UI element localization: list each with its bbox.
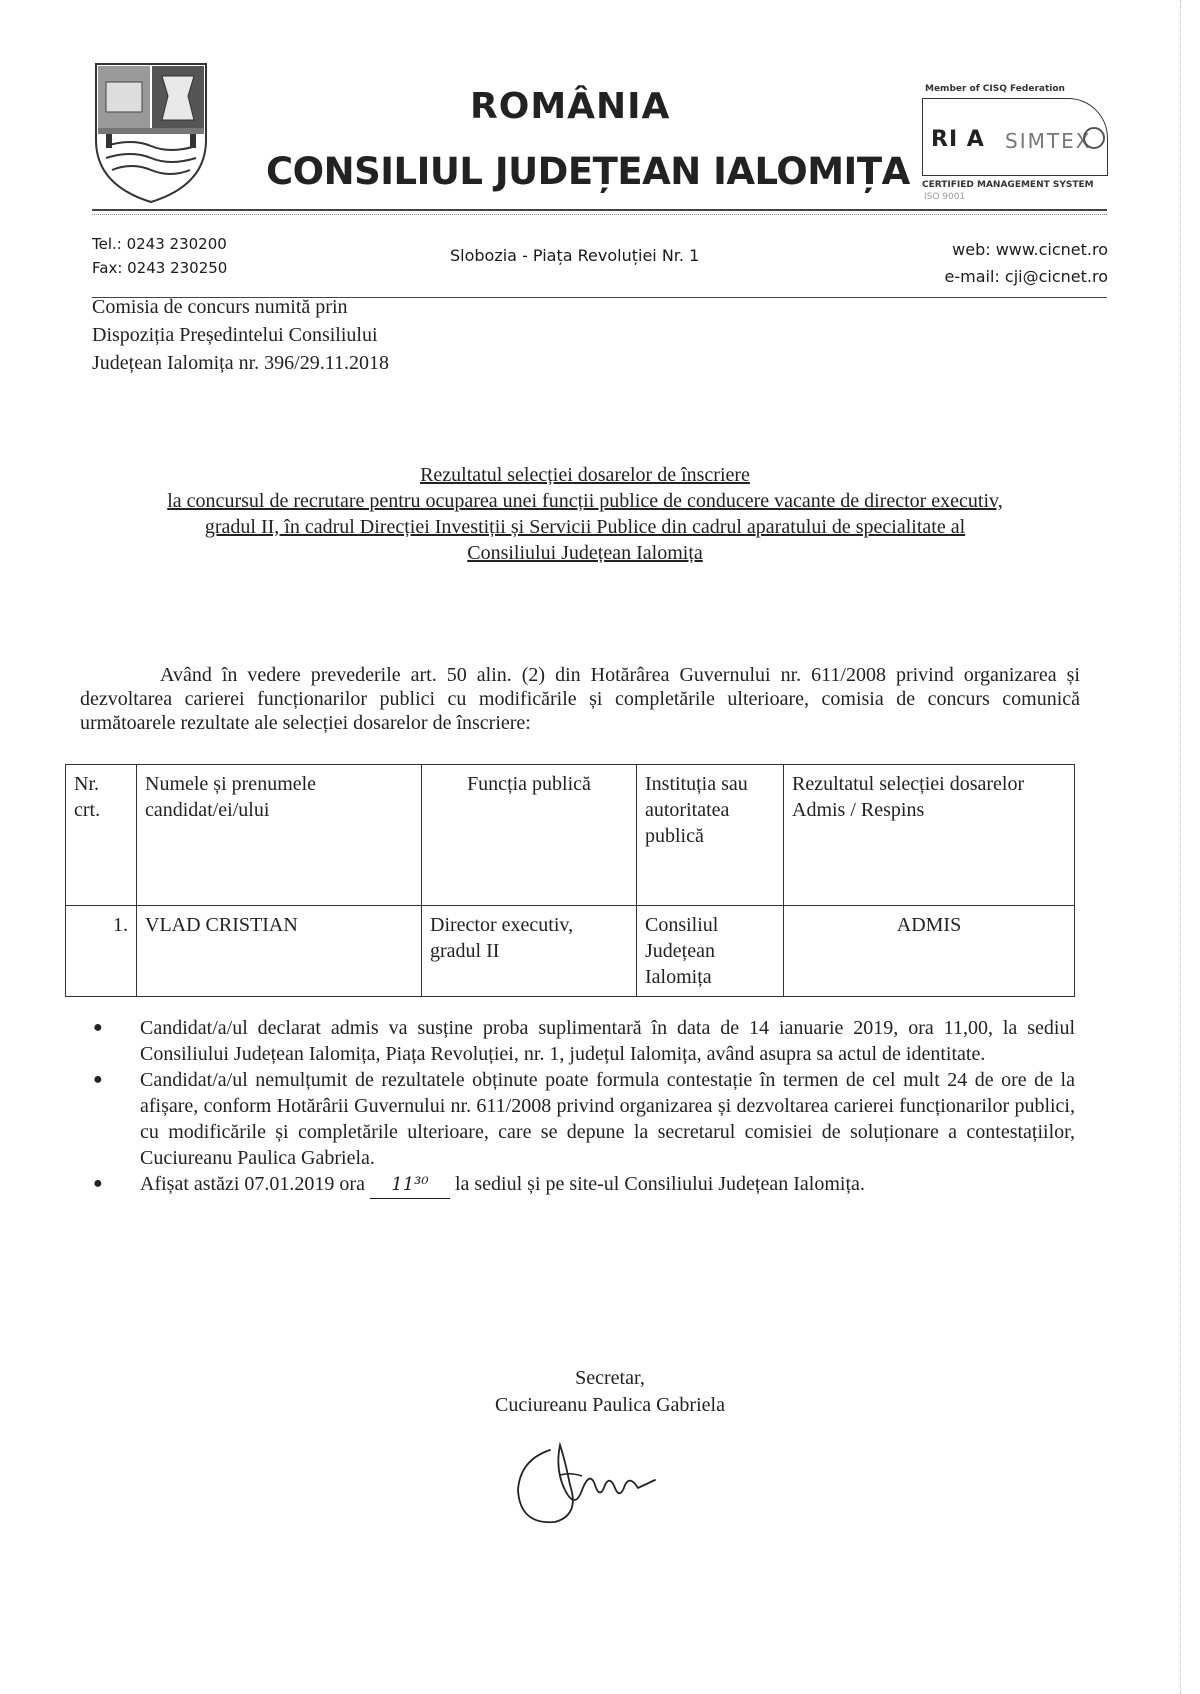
- signature-block: [0, 1365, 1200, 1419]
- heading-line: Consiliului Județean Ialomița: [467, 542, 703, 564]
- cell-nr: 1.: [66, 906, 137, 997]
- cell-function: Director executiv, gradul II: [422, 906, 637, 997]
- note-text: Candidat/a/ul nemulțumit de rezultatele obținute poate formula contestație în termen de cel mult 24 de ore de la afișare, conform Hotărârii Guvernului nr. 611/2008 privind organizarea și dezvoltarea carierei funcționarilor publici, cu modificările și completările ulterioare, care se depune la secretarul comisiei de soluționare a contestațiilor, Cuciureanu Paulica Gabriela.: [140, 1069, 1075, 1169]
- list-item: [85, 1067, 1075, 1171]
- handwritten-signature-icon: [510, 1430, 670, 1540]
- heading-line: gradul II, în cadrul Direcției Investiții și Servicii Publice din cadrul aparatului de specialitate al: [204, 516, 966, 538]
- header-divider: [92, 209, 1107, 211]
- phone-fax-block: [92, 232, 227, 280]
- intro-paragraph: [80, 663, 1080, 735]
- bullet-icon: ●: [93, 1071, 103, 1088]
- bullet-icon: ●: [93, 1019, 103, 1036]
- cell-name: VLAD CRISTIAN: [137, 906, 422, 997]
- iqnet-seal-icon: [1083, 127, 1105, 149]
- commission-line: Dispoziția Președintelui Consiliului: [92, 324, 378, 346]
- header-divider-dotted: [92, 214, 1107, 215]
- heading-line: la concursul de recrutare pentru ocuparea unei funcții publice de conducere vacante de director executiv,: [167, 490, 1003, 512]
- note-text: Candidat/a/ul declarat admis va susține proba suplimentară în data de 14 ianuarie 2019, ora 11,00, la sediul Consiliului Județean Ialomița, Piața Revoluției, nr. 1, județul Ialomița, având asupra sa actul de identitate.: [140, 1017, 1075, 1065]
- notes-list: [85, 1015, 1075, 1199]
- commission-line: Județean Ialomița nr. 396/29.11.2018: [92, 352, 389, 374]
- list-item: [85, 1015, 1075, 1067]
- heading-line: Rezultatul selecției dosarelor de înscriere: [420, 464, 750, 486]
- iso-text: ISO 9001: [924, 192, 966, 202]
- fax-number: Fax: 0243 230250: [92, 259, 228, 277]
- country-title: ROMÂNIA: [470, 86, 671, 127]
- simtex-logo-text: SIMTEX: [1005, 129, 1092, 153]
- posted-time-handwritten: 11³⁰: [370, 1172, 450, 1199]
- certified-system-text: CERTIFIED MANAGEMENT SYSTEM: [922, 180, 1094, 190]
- table-row: [66, 906, 1075, 997]
- scan-edge-artifact: [1180, 0, 1182, 1694]
- table-header-row: [66, 765, 1075, 906]
- commission-block: [92, 293, 389, 377]
- header-name: Numele și prenumele candidat/ei/ului: [137, 765, 422, 906]
- rina-logo-text: RI A: [931, 127, 985, 152]
- header-institution: Instituția sau autoritatea publică: [637, 765, 784, 906]
- list-item: [85, 1171, 1075, 1199]
- bullet-icon: ●: [93, 1175, 103, 1192]
- header-function: Funcția publică: [422, 765, 637, 906]
- cell-institution: Consiliul Județean Ialomița: [637, 906, 784, 997]
- document-heading: [85, 462, 1085, 566]
- web-email-block: [945, 236, 1108, 290]
- address: Slobozia - Piața Revoluției Nr. 1: [450, 246, 700, 265]
- results-table: [65, 764, 1075, 997]
- commission-line: Comisia de concurs numită prin: [92, 296, 348, 318]
- cell-result: ADMIS: [784, 906, 1075, 997]
- email: e-mail: cji@cicnet.ro: [944, 267, 1108, 286]
- institution-title: CONSILIUL JUDEȚEAN IALOMIȚA: [266, 150, 910, 193]
- posted-suffix: la sediul și pe site-ul Consiliului Județean Ialomița.: [454, 1173, 865, 1195]
- intro-text: Având în vedere prevederile art. 50 alin. (2) din Hotărârea Guvernului nr. 611/2008 privind organizarea și dezvoltarea carierei funcționarilor publici cu modificările și completările ulterioare, comisia de concurs comunică următoarele rezultate ale selecției dosarelor de înscriere:: [80, 664, 1080, 734]
- certification-logo: [922, 98, 1108, 176]
- signatory-name: Cuciureanu Paulica Gabriela: [495, 1394, 725, 1416]
- header-result: Rezultatul selecției dosarelor Admis / Respins: [784, 765, 1075, 906]
- website: web: www.cicnet.ro: [952, 240, 1108, 259]
- cisq-member-text: Member of CISQ Federation: [925, 84, 1065, 94]
- county-coat-of-arms-icon: [92, 60, 210, 205]
- phone-number: Tel.: 0243 230200: [92, 235, 227, 253]
- signatory-role: Secretar,: [575, 1367, 645, 1389]
- header-nr: Nr. crt.: [66, 765, 137, 906]
- posted-prefix: Afișat astăzi 07.01.2019 ora: [140, 1173, 365, 1195]
